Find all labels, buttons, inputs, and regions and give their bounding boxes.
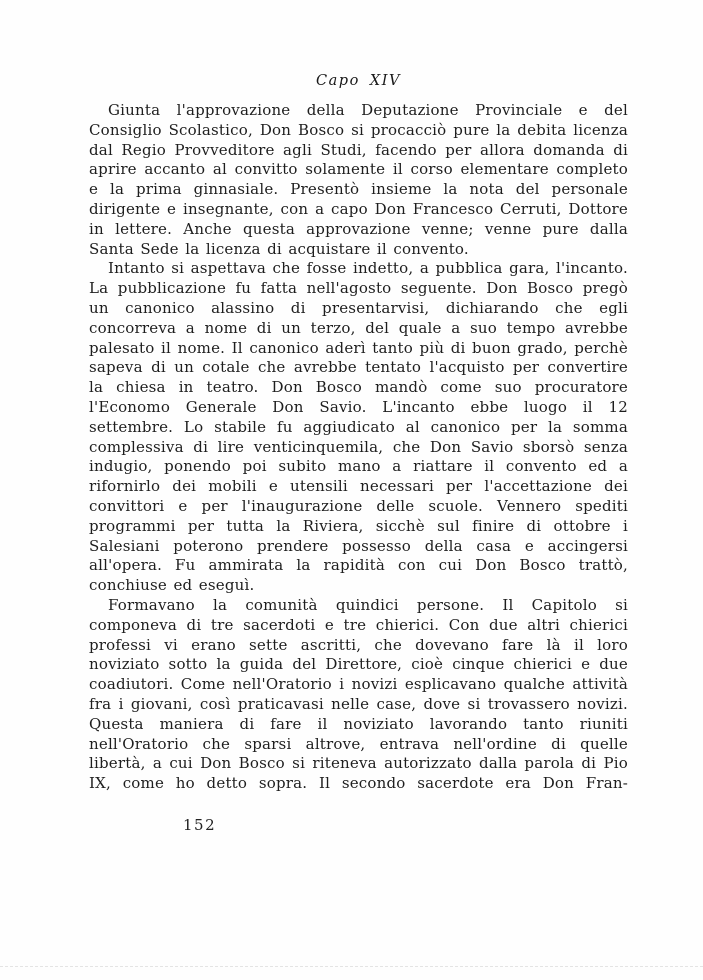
chapter-running-head: Capo XIV: [316, 73, 401, 89]
scan-artifact-line: [0, 966, 703, 967]
paragraph-1: Giunta l'approvazione della Deputazione Provinciale e del Consiglio Scolastico, Don Bosco si procacciò pure la debita licenza dal Regio Provveditore agli Studi, facendo per allora domanda di aprire accanto al convitto solamente il corso elementare completo e la prima ginnasiale. Presentò insieme la nota del personale dirigente e insegnante, con a capo Don Francesco Cerruti, Dottore in lettere. Anche questa approvazione venne; venne pure dalla Santa Sede la licenza di acquistare il convento.: [89, 101, 628, 258]
text-block: [89, 101, 628, 803]
page-number: 152: [183, 816, 217, 834]
paragraph-2: Intanto si aspettava che fosse indetto, a pubblica gara, l'incanto. La pubblicazione fu fatta nell'agosto seguente. Don Bosco pregò un canonico alassino di presentarvisi, dichiarando che egli concorreva a nome di un terzo, del quale a suo tempo avrebbe palesato il nome. Il canonico aderì tanto più di buon grado, perchè sapeva di un cotale che avrebbe tentato l'acquisto per convertire la chiesa in teatro. Don Bosco mandò come suo procuratore l'Economo Generale Don Savio. L'incanto ebbe luogo il 12 settembre. Lo stabile fu aggiudicato al canonico per la somma complessiva di lire venticinquemila, che Don Savio sborsò senza indugio, ponendo poi subito mano a riattare il convento ed a rifornirlo dei mobili e utensili necessari per l'accettazione dei convittori e per l'inaugurazione delle scuole. Vennero spediti programmi per tutta la Riviera, sicchè sul finire di ottobre i Salesiani poterono prendere possesso della casa e accingersi all'opera. Fu ammirata la rapidità con cui Don Bosco trattò, conchiuse ed eseguì.: [89, 259, 628, 595]
paragraph-3: Formavano la comunità quindici persone. Il Capitolo si componeva di tre sacerdoti e tre chierici. Con due altri chierici professi vi erano sette ascritti, che dovevano fare là il loro noviziato sotto la guida del Direttore, cioè cinque chierici e due coadiutori. Come nell'Oratorio i novizi esplicavano qualche attività fra i giovani, così praticavasi nelle case, dove si trovassero novizi. Questa maniera di fare il noviziato lavorando tanto riuniti nell'Oratorio che sparsi altrove, entrava nell'ordine di quelle libertà, a cui Don Bosco si riteneva autorizzato dalla parola di Pio IX, come ho detto sopra. Il secondo sacerdote era Don Fran-: [89, 595, 628, 793]
